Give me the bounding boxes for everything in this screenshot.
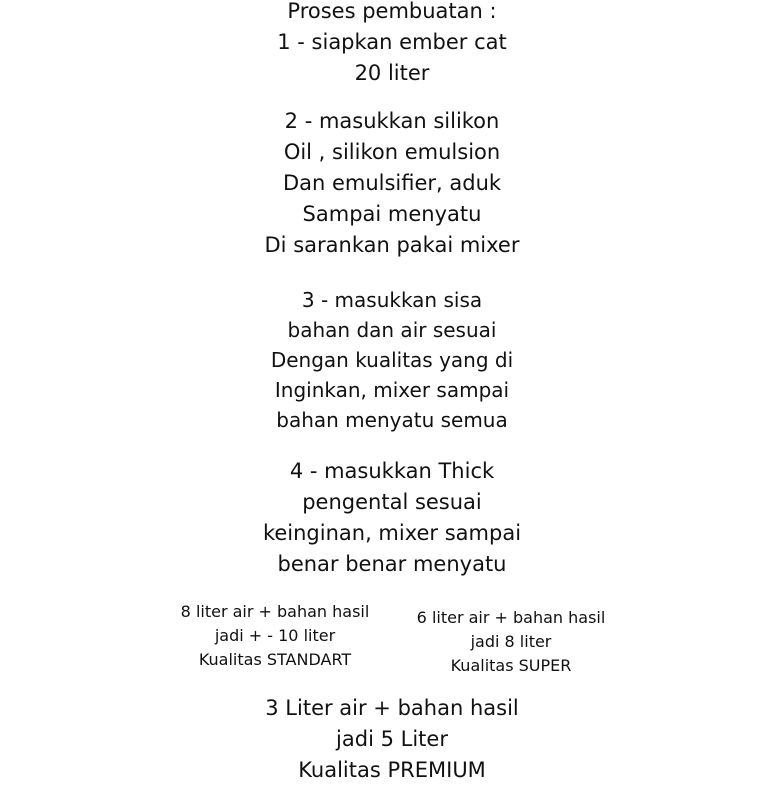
step-1-line-1: 1 - siapkan ember cat (277, 30, 507, 54)
step-2-line-5: Di sarankan pakai mixer (264, 233, 520, 257)
step-3-line-4: Inginkan, mixer sampai (274, 378, 510, 402)
step-3-block (0, 285, 784, 435)
step-1-line-2: 20 liter (354, 61, 430, 85)
step-2-line-1: 2 - masukkan silikon (284, 109, 500, 133)
quality-standart-line-3: Kualitas STANDART (198, 650, 352, 669)
step-2-line-2: Oil , silikon emulsion (283, 140, 501, 164)
step-4-line-3: keinginan, mixer sampai (262, 521, 522, 545)
quality-premium-line-1: 3 Liter air + bahan hasil (265, 696, 519, 720)
step-4-line-1: 4 - masukkan Thick (289, 459, 495, 483)
quality-super-block (400, 606, 622, 678)
quality-standart-line-2: jadi + - 10 liter (214, 626, 336, 645)
step-4-line-4: benar benar menyatu (277, 552, 507, 576)
step-3-line-1: 3 - masukkan sisa (301, 288, 483, 312)
quality-standart-block (165, 600, 385, 672)
step-2-line-3: Dan emulsifier, aduk (282, 171, 502, 195)
quality-super-line-2: jadi 8 liter (470, 632, 552, 651)
quality-super-line-1: 6 liter air + bahan hasil (416, 608, 606, 627)
step-1-block (0, 0, 784, 89)
step-3-line-5: bahan menyatu semua (276, 408, 508, 432)
quality-premium-block (0, 693, 784, 786)
quality-premium-line-3: Kualitas PREMIUM (298, 758, 486, 782)
step-4-line-2: pengental sesuai (302, 490, 482, 514)
step-2-block (0, 106, 784, 261)
quality-premium-line-2: jadi 5 Liter (336, 727, 448, 751)
step-3-line-3: Dengan kualitas yang di (270, 348, 514, 372)
step-2-line-4: Sampai menyatu (302, 202, 482, 226)
page-title: Proses pembuatan : (287, 0, 497, 23)
quality-super-line-3: Kualitas SUPER (450, 656, 572, 675)
quality-standart-line-1: 8 liter air + bahan hasil (180, 602, 370, 621)
step-4-block (0, 456, 784, 580)
step-3-line-2: bahan dan air sesuai (287, 318, 497, 342)
